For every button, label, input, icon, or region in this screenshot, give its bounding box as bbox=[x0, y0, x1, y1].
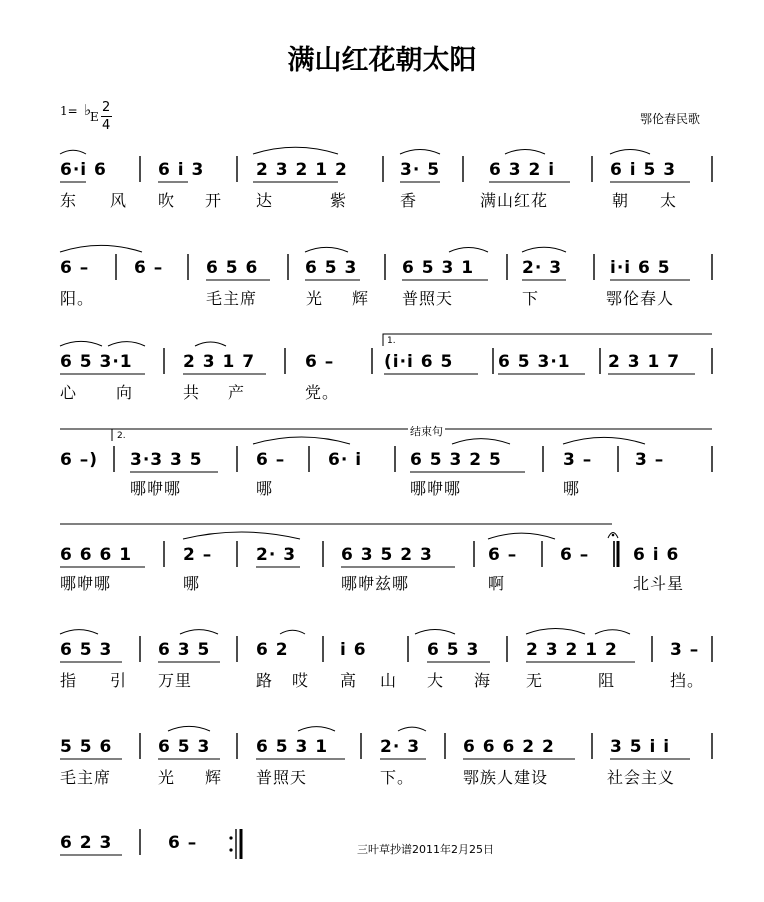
slur bbox=[449, 248, 488, 252]
lyric: 辉 bbox=[205, 768, 223, 787]
slur bbox=[505, 150, 545, 155]
lyric: 万里 bbox=[158, 671, 193, 690]
note-group: 6·i 6 bbox=[60, 160, 107, 180]
lyric: 啊 bbox=[488, 574, 506, 593]
slur bbox=[195, 342, 226, 346]
note-group: 6 5 3 bbox=[158, 737, 211, 757]
note-group: 3 – bbox=[563, 450, 593, 470]
lyric: 哪 bbox=[256, 479, 274, 498]
slur bbox=[610, 150, 650, 155]
lyric: 吹 bbox=[158, 191, 176, 210]
lyric: 无 bbox=[526, 671, 544, 690]
slur bbox=[526, 629, 585, 634]
lyric: 心 bbox=[60, 383, 78, 402]
key-signature: 1= bbox=[60, 104, 78, 118]
note-group: 6 – bbox=[256, 450, 286, 470]
note-group: 3 – bbox=[670, 640, 700, 660]
volta-2-label: 2. bbox=[117, 431, 126, 441]
note-group: 2 3 2 1 2 bbox=[526, 640, 618, 660]
slur bbox=[60, 630, 98, 634]
lyric: 哪咿兹哪 bbox=[341, 574, 410, 593]
note-group: 3· 5 bbox=[400, 160, 441, 180]
lyric: 朝 bbox=[612, 191, 630, 210]
time-signature-bottom: 4 bbox=[102, 118, 111, 133]
note-group: 6 – bbox=[488, 545, 518, 565]
note-group: 6 3 5 bbox=[158, 640, 211, 660]
lyric: 毛主席 bbox=[60, 768, 112, 787]
lyric: 鄂伦春人 bbox=[606, 289, 675, 308]
note-group: 2· 3 bbox=[256, 545, 297, 565]
lyric: 路 bbox=[256, 671, 274, 690]
volta-1-label: 1. bbox=[387, 336, 396, 346]
lyric: 东 bbox=[60, 191, 78, 210]
lyric: 满山红花 bbox=[480, 191, 549, 210]
note-group: 6 –) bbox=[60, 450, 99, 470]
note-group: 6 5 3·1 bbox=[60, 352, 133, 372]
lyric: 下 bbox=[522, 289, 540, 308]
note-group: 3 5 i i bbox=[610, 737, 671, 757]
slur bbox=[183, 532, 300, 539]
lyric: 山 bbox=[380, 671, 398, 690]
slur bbox=[253, 147, 338, 154]
note-group: 5 5 6 bbox=[60, 737, 113, 757]
key-letter: E bbox=[90, 110, 99, 124]
note-group: 6 2 3 bbox=[60, 833, 113, 853]
note-group: 6 – bbox=[134, 258, 164, 278]
lyric: 产 bbox=[228, 383, 246, 402]
note-group: 2 3 2 1 2 bbox=[256, 160, 348, 180]
lyric: 哪咿哪 bbox=[130, 479, 182, 498]
note-group: 6 5 3 bbox=[305, 258, 358, 278]
note-group: 6 5 3 bbox=[427, 640, 480, 660]
note-group: 6 6 6 1 bbox=[60, 545, 133, 565]
slur bbox=[398, 727, 426, 731]
slur bbox=[595, 630, 630, 634]
slur bbox=[488, 533, 555, 539]
volta-1-bracket bbox=[383, 334, 712, 346]
note-group: 6 3 2 i bbox=[489, 160, 556, 180]
lyric: 达 bbox=[256, 191, 274, 210]
note-group: 6 3 5 2 3 bbox=[341, 545, 433, 565]
lyric: 挡。 bbox=[670, 671, 705, 690]
note-group: 6 – bbox=[560, 545, 590, 565]
note-group: 6 i 5 3 bbox=[610, 160, 677, 180]
lyric: 北斗星 bbox=[633, 574, 685, 593]
slur bbox=[452, 439, 510, 444]
lyric: 向 bbox=[116, 383, 134, 402]
lyric: 普照天 bbox=[256, 768, 308, 787]
note-group: 2 3 1 7 bbox=[608, 352, 681, 372]
lyric: 共 bbox=[183, 383, 201, 402]
fermata-dot bbox=[612, 534, 615, 537]
lyric: 毛主席 bbox=[206, 289, 258, 308]
note-group: 6 – bbox=[60, 258, 90, 278]
lyric: 开 bbox=[205, 191, 223, 210]
slur bbox=[60, 341, 102, 346]
lyric: 光 bbox=[306, 289, 324, 308]
note-group: 6 – bbox=[168, 833, 198, 853]
note-group: 6 5 3 bbox=[60, 640, 113, 660]
key-flat-sign: ♭ bbox=[84, 101, 92, 119]
lyric: 普照天 bbox=[402, 289, 454, 308]
lyric: 大 bbox=[427, 671, 445, 690]
note-group: 6 6 6 2 2 bbox=[463, 737, 555, 757]
slur bbox=[305, 247, 348, 252]
note-group: 3 – bbox=[635, 450, 665, 470]
note-group: 6· i bbox=[328, 450, 363, 470]
note-group: i·i 6 5 bbox=[610, 258, 671, 278]
lyric: 党。 bbox=[305, 383, 340, 402]
note-group: 6 5 3 1 bbox=[402, 258, 475, 278]
note-group: 6 5 3 1 bbox=[256, 737, 329, 757]
note-group: 6 i 6 bbox=[633, 545, 680, 565]
slur bbox=[522, 247, 566, 252]
end-phrase-label: 结束句 bbox=[410, 425, 443, 438]
slur bbox=[415, 630, 455, 635]
slur bbox=[253, 437, 350, 444]
note-group: 6 2 bbox=[256, 640, 289, 660]
slur bbox=[168, 726, 210, 731]
lyric: 引 bbox=[110, 671, 128, 690]
lyric: 鄂族人建设 bbox=[463, 768, 549, 787]
lyric: 社会主义 bbox=[607, 768, 676, 787]
lyric: 指 bbox=[60, 671, 78, 690]
footer-note: 三叶草抄谱2011年2月25日 bbox=[357, 843, 494, 856]
lyric: 风 bbox=[110, 191, 128, 210]
lyric: 阻 bbox=[598, 671, 616, 690]
repeat-dot bbox=[229, 836, 232, 839]
repeat-dot bbox=[229, 848, 232, 851]
note-group: 2· 3 bbox=[522, 258, 563, 278]
lyric: 阳。 bbox=[60, 289, 95, 308]
note-group: 2 3 1 7 bbox=[183, 352, 256, 372]
slur bbox=[60, 150, 86, 154]
note-group: 3·3 3 5 bbox=[130, 450, 203, 470]
lyric: 哪 bbox=[563, 479, 581, 498]
lyric: 哪 bbox=[183, 574, 201, 593]
lyric: 香 bbox=[400, 191, 418, 210]
lyric: 哪咿哪 bbox=[410, 479, 462, 498]
slur bbox=[298, 727, 335, 731]
lyric: 紫 bbox=[330, 191, 348, 210]
slur bbox=[563, 437, 645, 444]
lyric: 高 bbox=[340, 671, 358, 690]
note-group: 6 – bbox=[305, 352, 335, 372]
lyric: 太 bbox=[660, 191, 678, 210]
lyric: 哎 bbox=[292, 671, 310, 690]
source-label: 鄂伦春民歌 bbox=[640, 112, 701, 126]
lyric: 下。 bbox=[380, 768, 415, 787]
page-title: 满山红花朝太阳 bbox=[287, 45, 477, 76]
slur bbox=[108, 342, 145, 346]
note-group: 2 – bbox=[183, 545, 213, 565]
note-group: 6 i 3 bbox=[158, 160, 205, 180]
lyric: 光 bbox=[158, 768, 176, 787]
note-group: 6 5 6 bbox=[206, 258, 259, 278]
lyric: 辉 bbox=[352, 289, 370, 308]
slur bbox=[280, 630, 305, 634]
time-signature-top: 2 bbox=[102, 100, 111, 115]
slur bbox=[180, 630, 218, 634]
lyric: 哪咿哪 bbox=[60, 574, 112, 593]
note-group: 2· 3 bbox=[380, 737, 421, 757]
slur bbox=[400, 150, 440, 155]
note-group: 6 5 3·1 bbox=[498, 352, 571, 372]
lyric: 海 bbox=[474, 671, 492, 690]
slur bbox=[60, 245, 142, 252]
note-group: (i·i 6 5 bbox=[384, 352, 454, 372]
note-group: i 6 bbox=[340, 640, 367, 660]
note-group: 6 5 3 2 5 bbox=[410, 450, 502, 470]
